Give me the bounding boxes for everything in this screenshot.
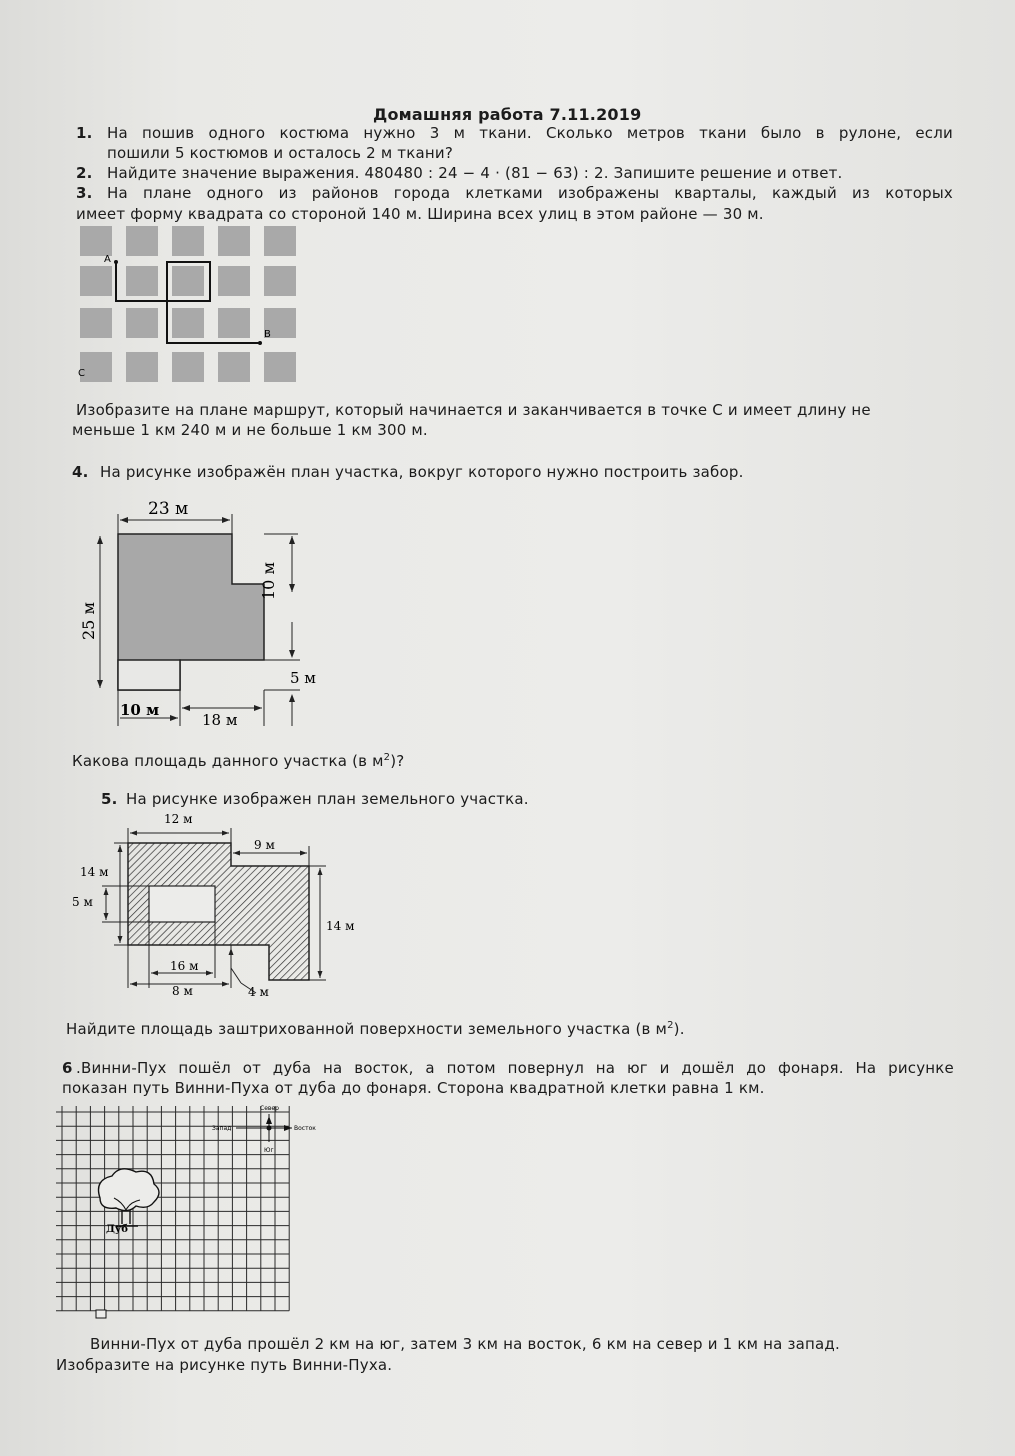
compass-east-label: Восток <box>294 1125 316 1132</box>
dim-10m-bottom: 10 м <box>120 701 160 719</box>
task-6-question-line-1: Винни-Пух от дуба прошёл 2 км на юг, затем 3 км на восток, 6 км на север и 1 км на запад. <box>90 1335 840 1353</box>
page-title: Домашняя работа 7.11.2019 <box>373 105 642 124</box>
task-4-text: На рисунке изображён план участка, вокруг которого нужно построить забор. <box>100 463 744 481</box>
point-a-label: A <box>104 254 111 265</box>
oak-label: Дуб <box>106 1224 128 1235</box>
task-2-line-1: Найдите значение выражения. 480480 : 24 − 4 · (81 − 63) : 2. Запишите решение и ответ. <box>107 164 843 182</box>
task-5-number: 5. <box>101 790 118 808</box>
dim-18m: 18 м <box>202 711 238 729</box>
task-4-question-sup: 2 <box>383 752 391 763</box>
task-4-question <box>72 747 404 772</box>
task-5-question-end: ). <box>673 1020 685 1038</box>
lamp-icon <box>96 1310 106 1318</box>
point-c-label: C <box>78 368 85 379</box>
dim-10m-vertical: 10 м <box>259 562 278 600</box>
point-b-label: B <box>264 329 271 340</box>
compass-north-label: Север <box>260 1105 279 1112</box>
compass-west-label: Запад <box>212 1125 232 1132</box>
task-3-line-1: На плане одного из районов города клетками изображены кварталы, каждый из которых <box>107 184 953 202</box>
task-6-line-2: показан путь Винни-Пуха от дуба до фонаря. Сторона квадратной клетки равна 1 км. <box>62 1079 765 1097</box>
task-1-number: 1. <box>76 124 93 142</box>
task-5-question-sup: 2 <box>667 1020 674 1031</box>
task-6-line-1: .Винни-Пух пошёл от дуба на восток, а потом повернул на юг и дошёл до фонаря. На рисунке <box>76 1059 954 1077</box>
dim-5m: 5 м <box>290 669 316 687</box>
task-6-number: 6 <box>62 1059 73 1077</box>
plot-plan-figure <box>78 494 338 734</box>
dim-25m: 25 м <box>79 602 98 640</box>
task-3-number: 3. <box>76 184 93 202</box>
dim-9m: 9 м <box>254 838 275 852</box>
dim-23m: 23 м <box>148 499 189 519</box>
winnie-grid-figure <box>56 1098 356 1328</box>
task-5-question-text: Найдите площадь заштрихованной поверхности земельного участка (в м <box>66 1020 668 1038</box>
dim-4m: 4 м <box>248 985 269 999</box>
dim-12m: 12 м <box>164 812 193 826</box>
city-blocks-plan <box>78 222 308 392</box>
dim-16m: 16 м <box>170 959 199 973</box>
task-4-number: 4. <box>72 463 89 481</box>
task-1-line-2: пошили 5 костюмов и осталось 2 м ткани? <box>107 144 454 162</box>
task-4-question-text: Какова площадь данного участка (в м <box>72 752 384 770</box>
task-6-question-line-2: Изобразите на рисунке путь Винни-Пуха. <box>56 1356 393 1374</box>
dim-8m: 8 м <box>172 984 193 998</box>
dim-5m: 5 м <box>72 895 93 909</box>
dim-14m-right: 14 м <box>326 919 355 933</box>
dim-14m-left: 14 м <box>80 865 109 879</box>
task-1-line-1: На пошив одного костюма нужно 3 м ткани. Сколько метров ткани было в рулоне, если <box>107 124 953 142</box>
task-2-number: 2. <box>76 164 93 182</box>
task-4-question-end: )? <box>390 752 405 770</box>
task-3-question-line-2: меньше 1 км 240 м и не больше 1 км 300 м. <box>72 421 428 439</box>
land-plot-figure <box>72 808 376 999</box>
task-5-text: На рисунке изображен план земельного участка. <box>126 790 529 808</box>
compass-south-label: Юг <box>264 1147 274 1154</box>
task-5-question <box>66 1015 685 1040</box>
oak-tree-icon <box>99 1169 160 1226</box>
task-3-line-2: имеет форму квадрата со стороной 140 м. Ширина всех улиц в этом районе — 30 м. <box>76 205 764 223</box>
task-3-question-line-1: Изобразите на плане маршрут, который начинается и заканчивается в точке С и имеет длину не <box>76 401 871 419</box>
